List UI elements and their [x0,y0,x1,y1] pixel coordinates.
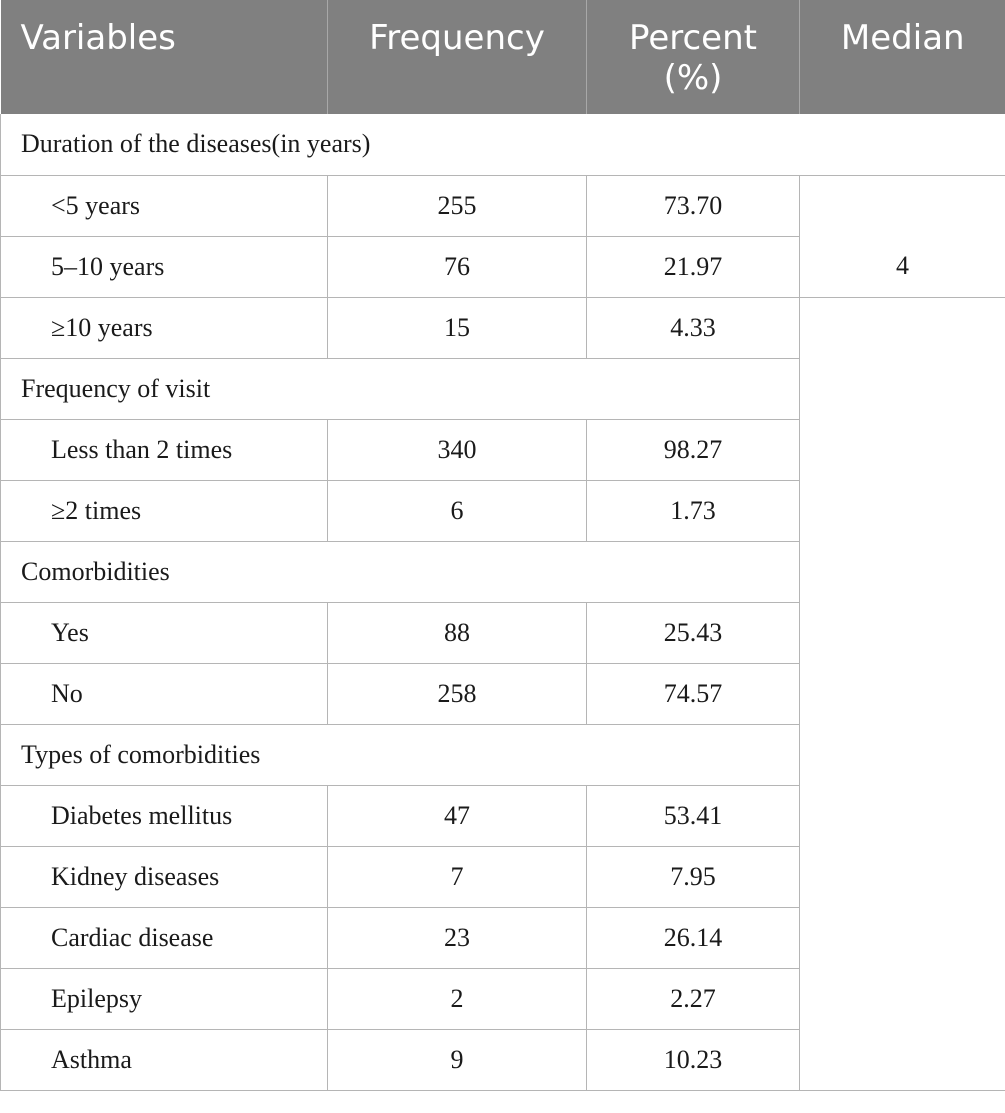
header-row [1,0,1005,114]
median-value: 4 [800,236,1005,297]
row-frequency: 2 [328,968,587,1029]
median-cell-top [800,175,1005,236]
header-percent-line1: Percent [629,18,757,58]
header-variables: Variables [1,0,328,114]
section-title: Duration of the diseases(in years) [1,114,1005,175]
row-frequency: 255 [328,175,587,236]
row-percent: 26.14 [587,907,800,968]
section-title: Comorbidities [1,541,800,602]
row-frequency: 6 [328,480,587,541]
row-label: Yes [1,602,328,663]
header-median: Median [800,0,1005,114]
row-label: 5–10 years [1,236,328,297]
header-percent-line2: (%) [663,58,723,98]
row-frequency: 47 [328,785,587,846]
header-frequency: Frequency [328,0,587,114]
table-row [1,175,1005,236]
row-label: Diabetes mellitus [1,785,328,846]
row-label: Epilepsy [1,968,328,1029]
row-frequency: 340 [328,419,587,480]
row-label: Asthma [1,1029,328,1090]
row-percent: 73.70 [587,175,800,236]
row-label: Cardiac disease [1,907,328,968]
row-percent: 4.33 [587,297,800,358]
row-label: ≥10 years [1,297,328,358]
row-frequency: 258 [328,663,587,724]
row-frequency: 76 [328,236,587,297]
row-label: <5 years [1,175,328,236]
row-percent: 7.95 [587,846,800,907]
row-frequency: 7 [328,846,587,907]
row-percent: 21.97 [587,236,800,297]
row-frequency: 88 [328,602,587,663]
header-percent [587,0,800,114]
row-label: No [1,663,328,724]
row-percent: 1.73 [587,480,800,541]
row-label: Less than 2 times [1,419,328,480]
row-percent: 74.57 [587,663,800,724]
row-frequency: 9 [328,1029,587,1090]
row-percent: 2.27 [587,968,800,1029]
row-frequency: 15 [328,297,587,358]
row-frequency: 23 [328,907,587,968]
section-row [1,114,1005,175]
section-title: Types of comorbidities [1,724,800,785]
row-percent: 53.41 [587,785,800,846]
row-label: Kidney diseases [1,846,328,907]
table-row [1,297,1005,358]
table-row [1,236,1005,297]
row-percent: 10.23 [587,1029,800,1090]
median-blank-cell [800,297,1005,1090]
row-percent: 25.43 [587,602,800,663]
section-title: Frequency of visit [1,358,800,419]
row-percent: 98.27 [587,419,800,480]
row-label: ≥2 times [1,480,328,541]
